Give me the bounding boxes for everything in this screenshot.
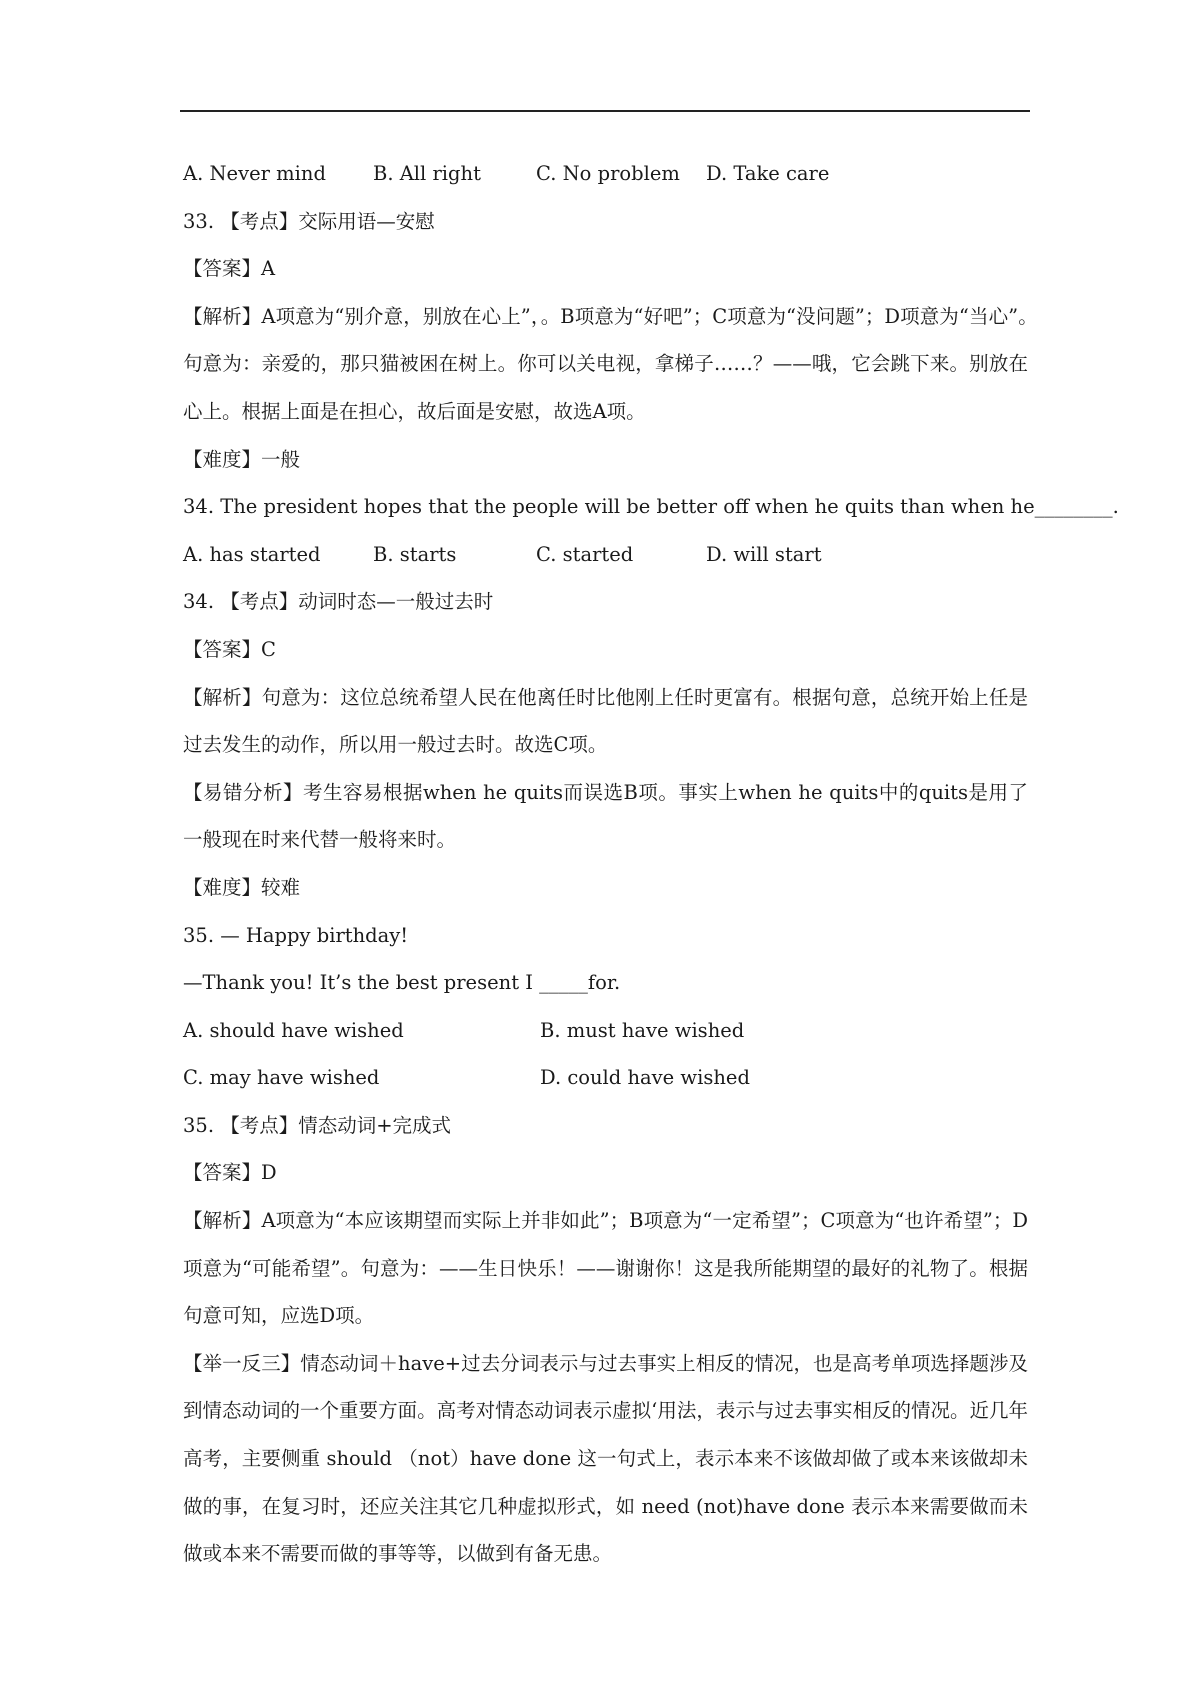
q34-options — [183, 531, 1028, 579]
q35-extension: 【举一反三】情态动词＋have+过去分词表示与过去事实上相反的情况，也是高考单项选择题涉及到情态动词的一个重要方面。高考对情态动词表示虚拟‘用法，表示与过去事实相反的情况。近几年高考，主要侧重 should （not）have done 这一句式上，表示本来不该做却做了或本来该做却未做的事，在复习时，还应关注其它几种虚拟形式，如 need (not)have done 表示本来需要做而未做或本来不需要而做的事等等，以做到有备无患。 — [183, 1351, 1028, 1566]
q34-option-d: D. will start — [706, 542, 822, 566]
q34-error-analysis: 【易错分析】考生容易根据when he quits而误选B项。事实上when he quits中的quits是用了一般现在时来代替一般将来时。 — [183, 780, 1028, 852]
q34-point: 34. 【考点】动词时态—一般过去时 — [183, 590, 494, 614]
q32-options — [183, 150, 1028, 198]
q34-difficulty: 【难度】较难 — [183, 875, 301, 899]
q34-option-a: A. has started — [183, 542, 321, 566]
q35-options-row2 — [183, 1054, 1028, 1102]
q33-difficulty: 【难度】一般 — [183, 447, 301, 471]
q32-option-b: B. All right — [373, 162, 481, 185]
q35-question-line1: 35. — Happy birthday! — [183, 923, 409, 947]
q32-option-c: C. No problem — [536, 162, 680, 185]
q34-analysis: 【解析】句意为：这位总统希望人民在他离任时比他刚上任时更富有。根据句意，总统开始上任是过去发生的动作，所以用一般过去时。故选C项。 — [183, 685, 1028, 757]
q34-question: 34. The president hopes that the people will be better off when he quits than when he________. — [183, 495, 1119, 519]
q35-option-b: B. must have wished — [540, 1018, 745, 1042]
q32-option-a: A. Never mind — [183, 162, 326, 185]
q33-answer: 【答案】A — [183, 257, 276, 281]
q32-option-d: D. Take care — [706, 162, 830, 185]
q34-option-b: B. starts — [373, 542, 457, 566]
q34-answer: 【答案】C — [183, 637, 276, 661]
q35-options-row1 — [183, 1007, 1028, 1055]
q35-option-a: A. should have wished — [183, 1018, 404, 1042]
header-rule — [180, 110, 1030, 112]
q35-analysis: 【解析】A项意为“本应该期望而实际上并非如此”；B项意为“一定希望”；C项意为“也许希望”；D项意为“可能希望”。句意为：——生日快乐！——谢谢你！这是我所能期望的最好的礼物了。根据句意可知，应选D项。 — [183, 1209, 1028, 1328]
q35-option-d: D. could have wished — [540, 1066, 750, 1090]
document-body — [183, 150, 1119, 1578]
q35-option-c: C. may have wished — [183, 1066, 380, 1090]
q33-point: 33. 【考点】交际用语—安慰 — [183, 209, 435, 233]
q35-answer: 【答案】D — [183, 1161, 277, 1185]
q33-analysis: 【解析】A项意为“别介意，别放在心上”，。B项意为“好吧”；C项意为“没问题”；D项意为“当心”。 句意为：亲爱的，那只猫被困在树上。你可以关电视，拿梯子……？——哦，它会跳下来。别放在心上。根据上面是在担心，故后面是安慰，故选A项。 — [183, 304, 1048, 423]
q35-point: 35. 【考点】情态动词+完成式 — [183, 1113, 452, 1137]
q35-question-line2: —Thank you! It’s the best present I _____for. — [183, 971, 621, 995]
q34-option-c: C. started — [536, 542, 634, 566]
